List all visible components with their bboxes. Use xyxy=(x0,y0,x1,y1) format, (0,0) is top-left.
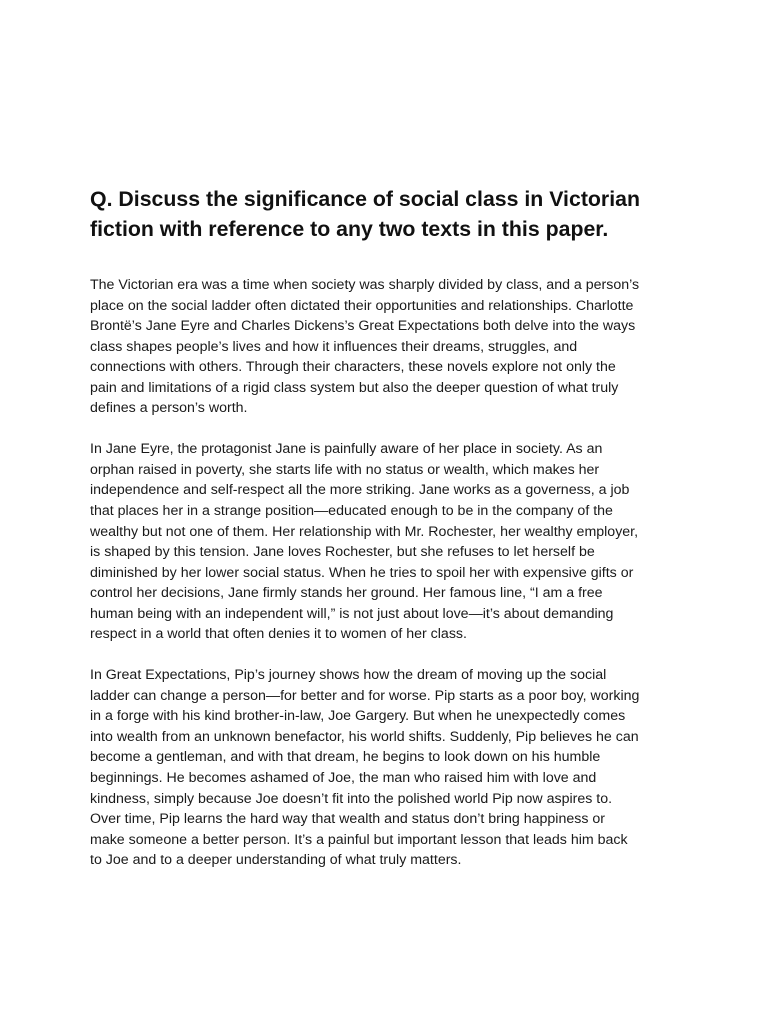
document-body xyxy=(90,185,690,891)
question-heading: Q. Discuss the significance of social class in Victorian fiction with reference to any two texts in this paper. xyxy=(90,187,640,241)
paragraph-introduction: The Victorian era was a time when society was sharply divided by class, and a person’s place on the social ladder often dictated their opportunities and relationships. Charlotte Brontë’s Jane Eyre and Charles Dickens’s Great Expectations both delve into the ways class shapes people’s lives and how it influences their dreams, struggles, and connections with others. Through their characters, these novels explore not only the pain and limitations of a rigid class system but also the deeper question of what truly defines a person’s worth. xyxy=(90,277,640,417)
paragraph-jane-eyre: In Jane Eyre, the protagonist Jane is painfully aware of her place in society. As an orphan raised in poverty, she starts life with no status or wealth, which makes her independence and self-respect all the more striking. Jane works as a governess, a job that places her in a strange position—educated enough to be in the company of the wealthy but not one of them. Her relationship with Mr. Rochester, her wealthy employer, is shaped by this tension. Jane loves Rochester, but she refuses to let herself be diminished by her lower social status. When he tries to spoil her with expensive gifts or control her decisions, Jane firmly stands her ground. Her famous line, “I am a free human being with an independent will,” is not just about love—it’s about demanding respect in a world that often denies it to women of her class. xyxy=(90,441,639,643)
paragraph-great-expectations: In Great Expectations, Pip’s journey shows how the dream of moving up the social ladder can change a person—for better and for worse. Pip starts as a poor boy, working in a forge with his kind brother-in-law, Joe Gargery. But when he unexpectedly comes into wealth from an unknown benefactor, his world shifts. Suddenly, Pip believes he can become a gentleman, and with that dream, he begins to look down on his humble beginnings. He becomes ashamed of Joe, the man who raised him with love and kindness, simply because Joe doesn’t fit into the polished world Pip now aspires to. Over time, Pip learns the hard way that wealth and status don’t bring happiness or make someone a better person. It’s a painful but important lesson that leads him back to Joe and to a deeper understanding of what truly matters. xyxy=(90,667,640,869)
